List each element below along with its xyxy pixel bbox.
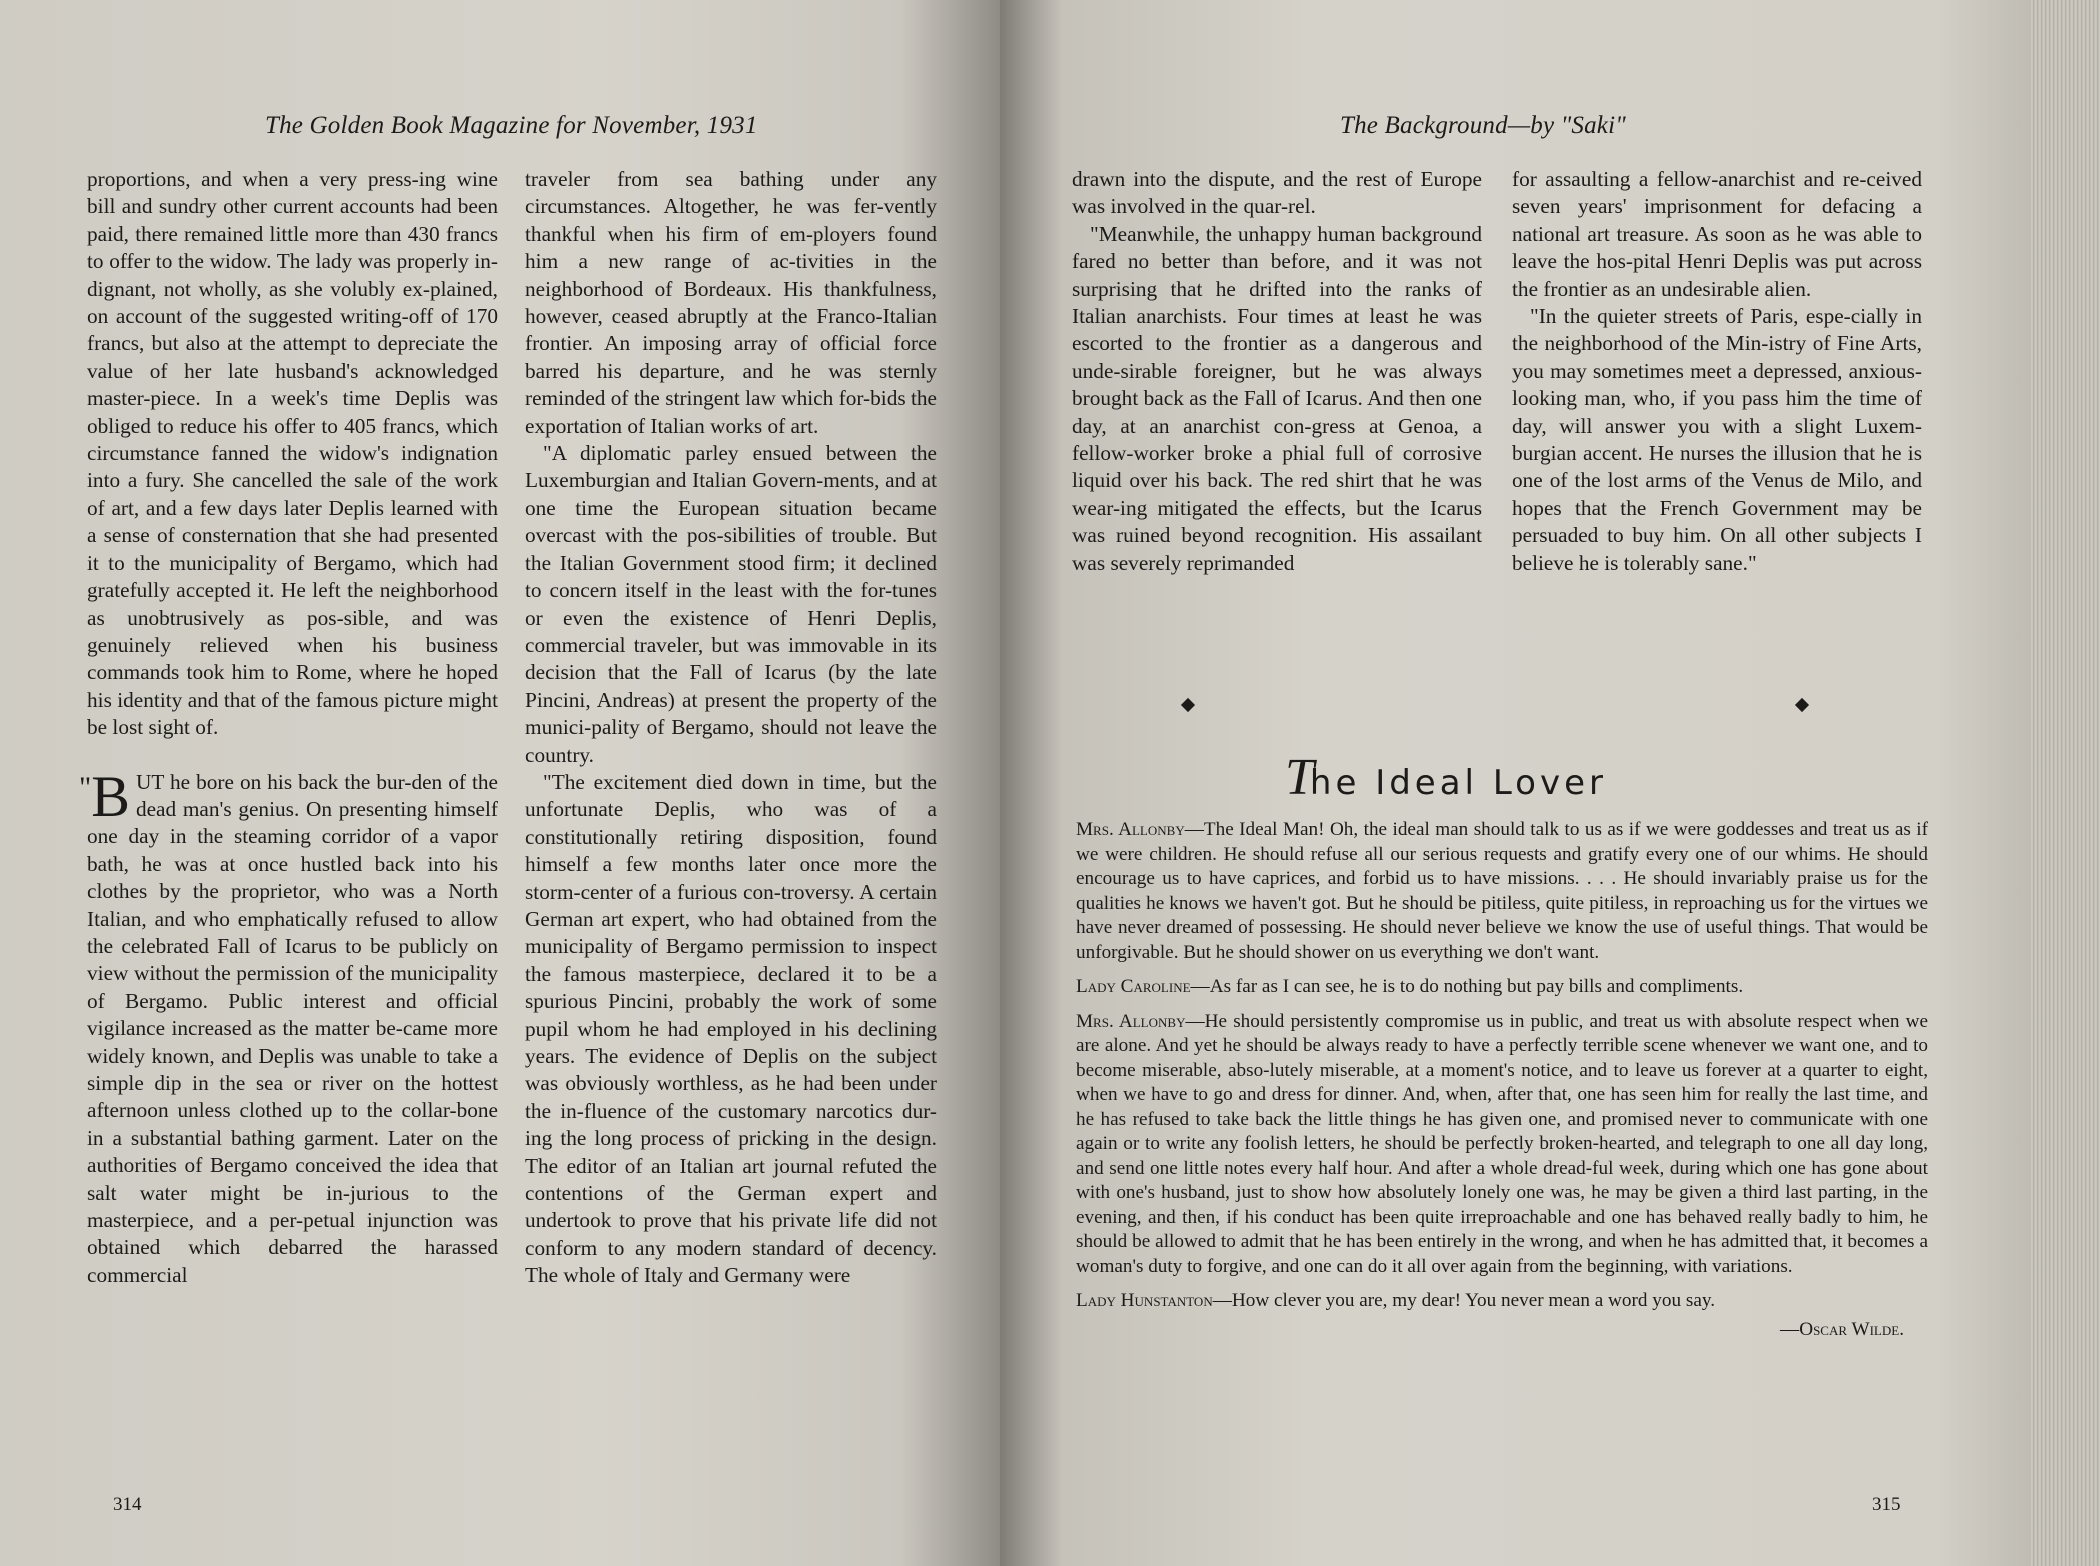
left-page	[0, 0, 1000, 1566]
right-column-2	[1512, 166, 1922, 577]
attribution: —Oscar Wilde.	[1780, 1318, 1904, 1340]
right-column-1	[1072, 166, 1482, 577]
page-edges	[2030, 0, 2100, 1566]
speaker-name: Lady Hunstanton	[1076, 1290, 1213, 1311]
diamond-ornament-right	[1795, 698, 1809, 712]
running-head-right: The Background—by "Saki"	[1340, 112, 1626, 139]
swash-initial: T	[1285, 749, 1310, 806]
section-title	[1285, 748, 1607, 807]
paragraph: drawn into the dispute, and the rest of Europe was involved in the quar-rel.	[1072, 167, 1482, 219]
dropcap-paragraph	[79, 763, 498, 1290]
left-column-2	[525, 166, 937, 1290]
section-title-text: he Ideal Lover	[1309, 763, 1607, 803]
dialog-block	[1076, 818, 1928, 1342]
drop-cap: "B	[79, 763, 130, 829]
paragraph: "In the quieter streets of Paris, espe-cially in the neighborhood of the Min-istry of Fine Arts, you may sometimes meet a depressed, anxious-looking man, who, if you pass him the time of day, will answer you with a slight Luxem-burgian accent. He nurses the illusion that he is one of the lost arms of the Venus de Milo, and hopes that the French Government may be persuaded to buy him. On all other subjects I believe he is tolerably sane."	[1512, 304, 1922, 575]
page-number-right: 315	[1872, 1494, 1901, 1515]
speech-text: —He should persistently compromise us in public, and treat us with absolute respect when we are alone. And yet he should be always ready to have a perfectly terrible scene whenever we want one, and to become miserable, abso-lutely miserable, at a moment's notice, and to leave us forever at a quarter to eight, when we have to go and dress for dinner. And, when, after that, one has seen him for really the last time, and he has refused to take back the little things he has given one, and promised never to communicate with one again or to write any foolish letters, he should be perfectly broken-hearted, and telegraph to one all day long, and send one little notes every half hour. And after a whole dread-ful week, during which one has gone about with one's husband, just to show how absolutely lonely one was, he may be given a third last parting, in the evening, and then, if his conduct has been quite irreproachable and one has behaved really badly to him, he should be allowed to admit that he has been entirely in the wrong, and when he has admitted that, it becomes a woman's duty to forgive, and one can do it all over again from the beginning, with variations.	[1076, 1010, 1928, 1277]
paragraph: traveler from sea bathing under any circumstances. Altogether, he was fer-vently thankful when his firm of em-ployers found him a new range of ac-tivities in the neighborhood of Bordeaux. His thankfulness, however, ceased abruptly at the Franco-Italian frontier. An imposing array of official force barred his departure, and he was sternly reminded of the stringent law which for-bids the exportation of Italian works of art.	[525, 167, 937, 438]
diamond-ornament-left	[1181, 698, 1195, 712]
paragraph: "A diplomatic parley ensued between the Luxemburgian and Italian Govern-ments, and at one time the European situation became overcast with the pos-sibilities of trouble. But the Italian Government stood firm; it declined to concern itself in the least with the for-tunes or even the existence of Henri Deplis, commercial traveler, but was immovable in its decision that the Fall of Icarus (by the late Pincini, Andreas) at present the property of the munici-pality of Bergamo, should not leave the country.	[525, 441, 937, 767]
dialog-line	[1076, 975, 1928, 1000]
speaker-name: Lady Caroline	[1076, 976, 1191, 997]
paragraph: "Meanwhile, the unhappy human background fared no better than before, and it was not surprising that he drifted into the ranks of Italian anarchists. Four times at least he was escorted to the frontier as a dangerous and unde-sirable foreigner, but he was always brought back as the Fall of Icarus. And then one day, at an anarchist con-gress at Genoa, a fellow-worker broke a phial full of corrosive liquid over his back. The red shirt that he was wear-ing mitigated the effects, but the Icarus was ruined beyond recognition. His assailant was severely reprimanded	[1072, 221, 1482, 575]
speech-text: —How clever you are, my dear! You never mean a word you say.	[1212, 1290, 1715, 1311]
paragraph: for assaulting a fellow-anarchist and re-ceived seven years' imprisonment for defacing a national art treasure. As soon as he was able to leave the hos-pital Henri Deplis was put across the frontier as an undesirable alien.	[1512, 167, 1922, 301]
speech-text: —The Ideal Man! Oh, the ideal man should talk to us as if we were goddesses and treat us as if we were children. He should refuse all our serious requests and gratify every one of our whims. He should encourage us to have caprices, and forbid us to have missions. . . . He should invariably praise us for the qualities he knows we haven't got. But he should be pitiless, quite pitiless, in reproaching us for the virtues we have never dreamed of possessing. He should never believe we know the use of useful things. That would be unforgivable. But he should shower on us everything we don't want.	[1076, 819, 1928, 963]
dialog-line	[1076, 818, 1928, 965]
paragraph: "The excitement died down in time, but the unfortunate Deplis, who was of a constitutionally retiring disposition, found himself a few months later once more the storm-center of a furious con-troversy. A certain German art expert, who had obtained from the municipality of Bergamo permission to inspect the famous masterpiece, declared it to be a spurious Pincini, probably the work of some pupil whom he had employed in his declining years. The evidence of Deplis on the subject was obviously worthless, as he had been under the in-fluence of the customary narcotics dur-ing the long process of pricking in the design. The editor of an Italian art journal refuted the contentions of the German expert and undertook to prove that his private life did not conform to any modern standard of decency. The whole of Italy and Germany were	[525, 769, 937, 1288]
speech-text: —As far as I can see, he is to do nothing but pay bills and compliments.	[1190, 976, 1744, 997]
paragraph: proportions, and when a very press-ing wine bill and sundry other current accounts had been paid, there remained little more than 430 francs to offer to the widow. The lady was properly in-dignant, not wholly, as she volubly ex-plained, on account of the suggested writing-off of 170 francs, but also at the attempt to depreciate the value of her late husband's acknowledged master-piece. In a week's time Deplis was obliged to reduce his offer to 405 francs, which circumstance fanned the widow's indignation into a fury. She cancelled the sale of the work of art, and a few days later Deplis learned with a sense of consternation that she had presented it to the municipality of Bergamo, which had gratefully accepted it. He left the neighborhood as unobtrusively as pos-sible, and was genuinely relieved when his business commands took him to Rome, where he hoped his identity and that of the famous picture might be lost sight of.	[87, 167, 498, 740]
running-head-left: The Golden Book Magazine for November, 1931	[265, 112, 758, 139]
dropcap-paragraph-text: UT he bore on his back the bur-den of the dead man's genius. On presenting himself one day in the steaming corridor of a vapor bath, he was at once hustled back into his clothes by the proprietor, who was a North Italian, and who emphatically refused to allow the celebrated Fall of Icarus to be publicly on view without the permission of the municipality of Bergamo. Public interest and official vigilance increased as the matter be-came more widely known, and Deplis was unable to take a simple dip in the sea or river on the hottest afternoon unless clothed up to the collar-bone in a substantial bathing garment. Later on the authorities of Bergamo conceived the idea that salt water might be in-jurious to the masterpiece, and a per-petual injunction was obtained which debarred the harassed commercial	[87, 769, 498, 1287]
speaker-name: Mrs. Allonby	[1076, 1010, 1186, 1032]
right-page	[1000, 0, 2040, 1566]
page-number-left: 314	[113, 1494, 142, 1515]
left-column-1	[79, 166, 498, 1289]
dialog-line	[1076, 1289, 1928, 1314]
speaker-name: Mrs. Allonby	[1076, 819, 1185, 840]
dialog-line	[1076, 1010, 1928, 1280]
